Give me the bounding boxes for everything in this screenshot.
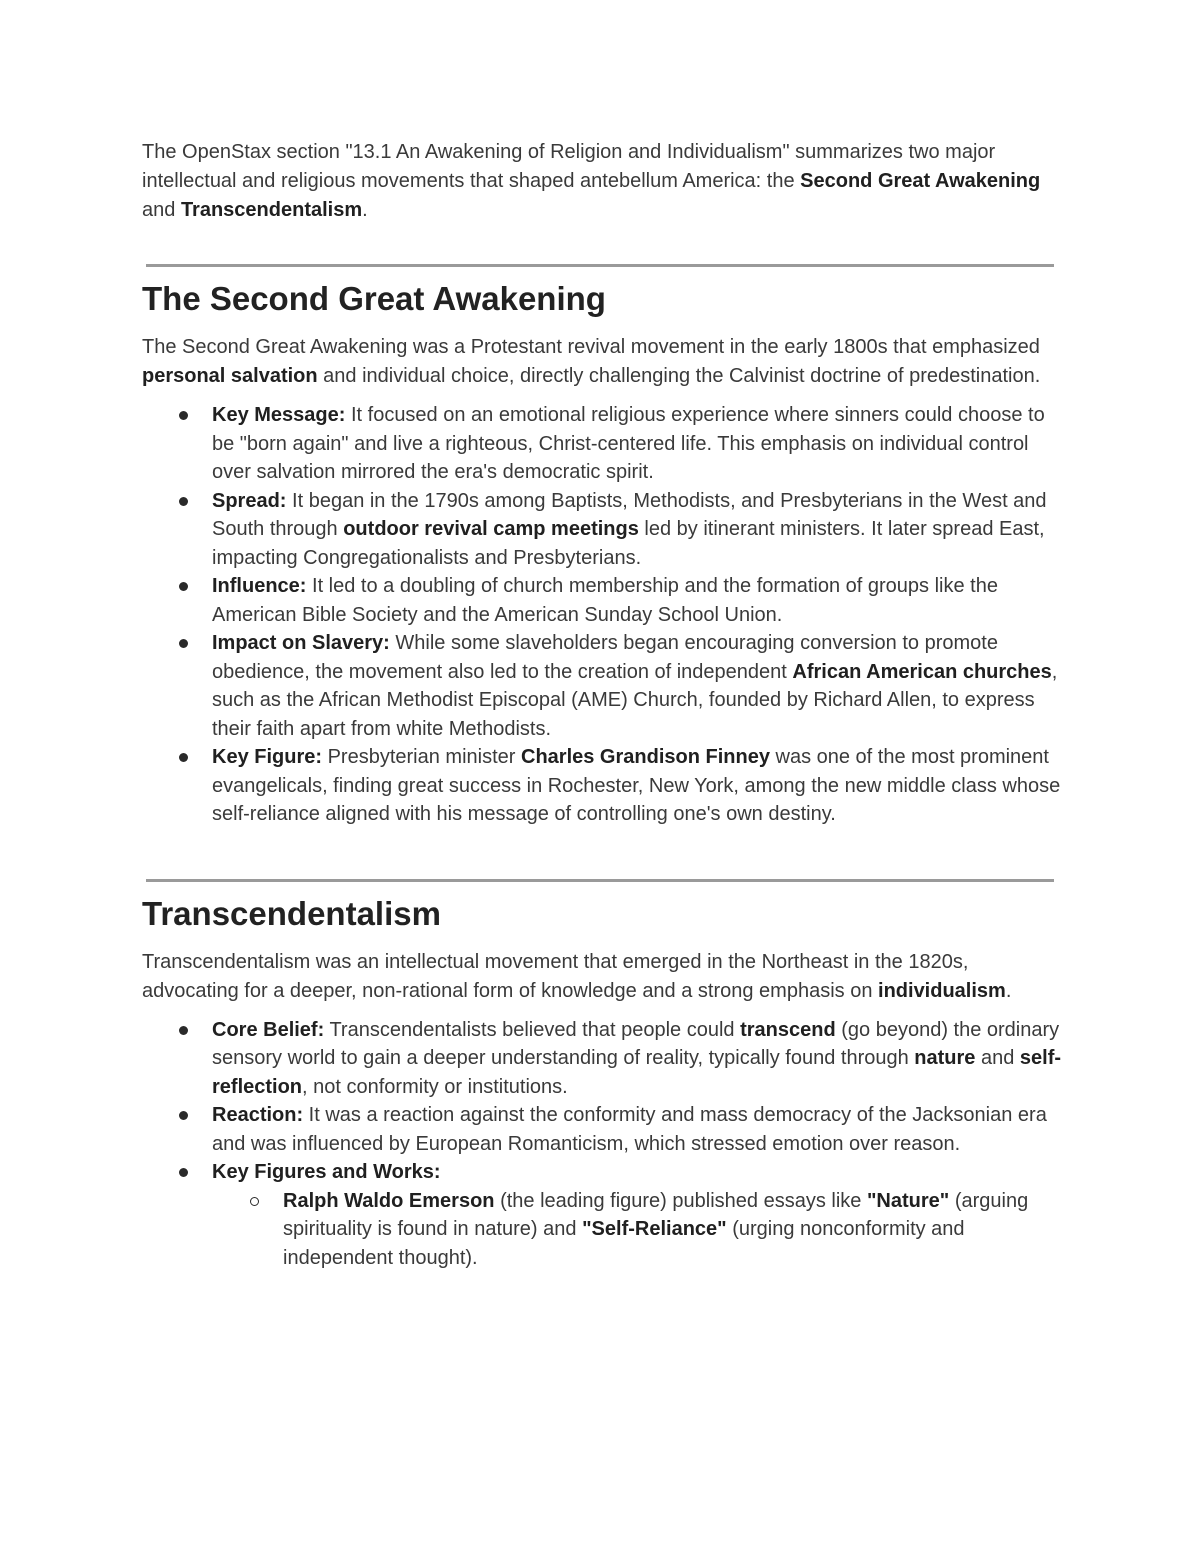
list-item-key-message: Key Message: It focused on an emotional religious experience where sinners could choose to be "born again" and live a righteous, Christ-centered life. This emphasis on individual control over salvation mirrored the era's democratic spirit. — [142, 401, 1067, 487]
list-item-core-belief: Core Belief: Transcendentalists believed that people could transcend (go beyond) the ordinary sensory world to gain a deeper understanding of reality, typically found through nature and self-reflection, not conformity or institutions. — [142, 1016, 1067, 1102]
section1-paragraph: The Second Great Awakening was a Protestant revival movement in the early 1800s that emphasized personal salvation and individual choice, directly challenging the Calvinist doctrine of predestination. — [142, 336, 1041, 387]
intro-paragraph: The OpenStax section "13.1 An Awakening of Religion and Individualism" summarizes two major intellectual and religious movements that shaped antebellum America: the Second Great Awakening and Transcendentalism. — [142, 141, 1041, 221]
section-heading-transcendentalism: Transcendentalism — [142, 894, 441, 932]
sub-list-item-emerson: Ralph Waldo Emerson (the leading figure) published essays like "Nature" (arguing spirituality is found in nature) and "Self-Reliance" (urging nonconformity and independent thought). — [212, 1187, 1067, 1273]
section-spacer — [142, 829, 1067, 879]
document-page — [142, 138, 1067, 1272]
section1-bullet-list — [142, 401, 1067, 829]
sub-bullet-list — [212, 1187, 1067, 1273]
bullet-dot-icon — [179, 639, 188, 648]
intro-bold-second-great-awakening: Second Great Awakening — [800, 170, 1041, 192]
list-item-impact-on-slavery: Impact on Slavery: While some slaveholders began encouraging conversion to promote obedience, the movement also led to the creation of independent African American churches, such as the African Methodist Episcopal (AME) Church, founded by Richard Allen, to express their faith apart from white Methodists. — [142, 629, 1067, 743]
bullet-dot-icon — [179, 497, 188, 506]
bullet-dot-icon — [179, 1168, 188, 1177]
bullet-dot-icon — [179, 582, 188, 591]
section-divider-1 — [146, 264, 1054, 267]
section2-paragraph: Transcendentalism was an intellectual movement that emerged in the Northeast in the 1820s, advocating for a deeper, non-rational form of knowledge and a strong emphasis on individualism. — [142, 950, 1012, 1002]
section-divider-2 — [146, 879, 1054, 882]
list-item-key-figure: Key Figure: Presbyterian minister Charles Grandison Finney was one of the most prominent evangelicals, finding great success in Rochester, New York, among the new middle class whose self-reliance aligned with his message of controlling one's own destiny. — [142, 743, 1067, 829]
bullet-dot-icon — [179, 1026, 188, 1035]
bullet-circle-icon — [250, 1197, 259, 1206]
intro-bold-transcendentalism: Transcendentalism — [180, 199, 363, 221]
list-item-spread: Spread: It began in the 1790s among Baptists, Methodists, and Presbyterians in the West and South through outdoor revival camp meetings led by itinerant ministers. It later spread East, impacting Congregationalists and Presbyterians. — [142, 487, 1067, 573]
bullet-dot-icon — [179, 753, 188, 762]
section-heading-second-great-awakening: The Second Great Awakening — [142, 280, 606, 317]
list-item-key-figures-and-works: Key Figures and Works: Ralph Waldo Emerson (the leading figure) published essays like "Nature" (arguing spirituality is found in nature) and "Self-Reliance" (urging nonconformity and independent thought). — [142, 1158, 1067, 1272]
list-item-reaction: Reaction: It was a reaction against the conformity and mass democracy of the Jacksonian era and was influenced by European Romanticism, which stressed emotion over reason. — [142, 1101, 1067, 1158]
list-item-influence: Influence: It led to a doubling of church membership and the formation of groups like the American Bible Society and the American Sunday School Union. — [142, 572, 1067, 629]
bullet-dot-icon — [179, 1111, 188, 1120]
bullet-dot-icon — [179, 411, 188, 420]
section2-bullet-list — [142, 1016, 1067, 1273]
